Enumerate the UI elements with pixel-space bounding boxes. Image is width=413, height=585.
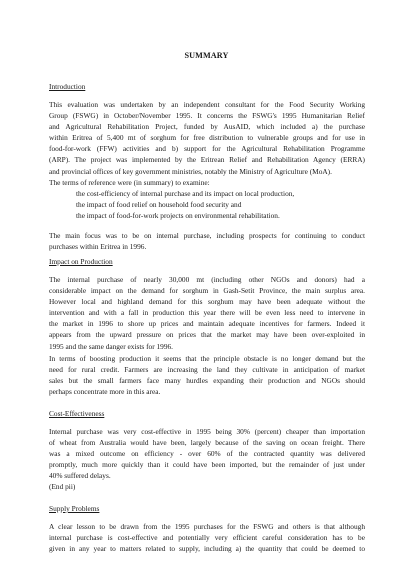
text-line: Internal purchase was very cost-effective in 1995 being 30% (percent) cheaper than importation (49, 427, 365, 436)
list-item: the impact of food-for-work projects on environmental rehabilitation. (76, 211, 280, 221)
text-line: However local and highland demand for this sorghum may have been adequate without the (49, 297, 365, 307)
text-line: The main focus was to be on internal purchase, including prospects for continuing to conduct (49, 231, 365, 240)
text-line: The internal purchase of nearly 30,000 mt (including other NGOs and donors) had a (49, 275, 365, 284)
text-line: purchases within Eritrea in 1996. (49, 242, 147, 252)
section-impact-on-production (49, 256, 365, 267)
text-line: Group (FSWG) in October/November 1995. It concerns the FSWG's 1995 Humanitarian Relief (49, 111, 365, 121)
list-item: the impact of food relief on household food security and (76, 200, 242, 210)
text-line: A clear lesson to be drawn from the 1995 purchases for the FSWG and others is that although (49, 522, 365, 531)
text-line: promptly, much more quickly than it could have been imported, but the remainder of just under (49, 460, 365, 470)
text-line: The terms of reference were (in summary) to examine: (49, 178, 210, 187)
paragraph (49, 274, 365, 352)
text-line: considerable impact on the demand for sorghum in Gash-Setit Province, the main surplus area. (49, 286, 365, 296)
text-line: food-for-work (FFW) activities and b) support for the Agricultural Rehabilitation Programme (49, 144, 365, 154)
paragraph (49, 426, 365, 493)
section-heading: Impact on Production (49, 257, 113, 266)
text-line: and Agricultural Rehabilitation Project, funded by AusAID, which included a) the purchase (49, 122, 365, 132)
text-line: appears from the upward pressure on prices that the market may have been over-exploited in (49, 330, 365, 340)
section-cost-effectiveness (49, 408, 365, 419)
text-line: This evaluation was undertaken by an independent consultant for the Food Security Working (49, 100, 365, 109)
section-heading: Introduction (49, 82, 86, 91)
text-line: 40% suffered delays. (49, 471, 111, 481)
text-line: 1995 and the same danger exists for 1996. (49, 341, 173, 351)
section-supply-problems (49, 503, 365, 514)
paragraph (49, 230, 365, 252)
text-line: of wheat from Australia would have been, largely because of the saving on ocean freight. There (49, 438, 365, 448)
text-line: In terms of boosting production it seems that the principle obstacle is no longer demand but the (49, 354, 365, 363)
text-line: (ARP). The project was implemented by the Eritrean Relief and Rehabilitation Agency (ERRA) (49, 155, 365, 165)
text-line: was a mixed outcome on efficiency - over 60% of the contracted quantity was delivered (49, 449, 365, 459)
text-line: given in any year to matters related to supply, including a) the quantity that could be deemed to (49, 544, 365, 554)
page-title: SUMMARY (184, 51, 229, 60)
text-line: within Eritrea of 5,400 mt of sorghum for free distribution to vulnerable groups and for use in (49, 133, 365, 143)
paragraph (49, 521, 365, 554)
text-line: perhaps concentrate more in this area. (49, 387, 161, 397)
text-line: (End pii) (49, 482, 76, 492)
list-item: the cost-efficiency of internal purchase and its impact on local production, (76, 189, 295, 199)
text-line: need for rural credit. Farmers are increasing the land they cultivate in anticipation of market (49, 365, 365, 375)
text-line: sales but the small farmers face many hurdles expanding their production and NGOs should (49, 376, 365, 386)
paragraph (49, 353, 365, 397)
text-line: internal purchase is cost-effective and potentially very efficient careful consideration has to be (49, 533, 365, 543)
section-heading: Cost-Effectiveness (49, 409, 105, 418)
text-line: intervention and with a fall in production this year there will be even less need to intervene in (49, 308, 365, 318)
paragraph (49, 99, 365, 177)
text-line: and provincial offices of key government ministries, notably the Ministry of Agriculture (MoA). (49, 166, 332, 176)
section-introduction (49, 81, 365, 92)
paragraph (49, 177, 365, 221)
text-line: the market in 1996 to shore up prices and maintain adequate incentives for farmers. Indeed it (49, 319, 365, 329)
section-heading: Supply Problems (49, 504, 100, 513)
